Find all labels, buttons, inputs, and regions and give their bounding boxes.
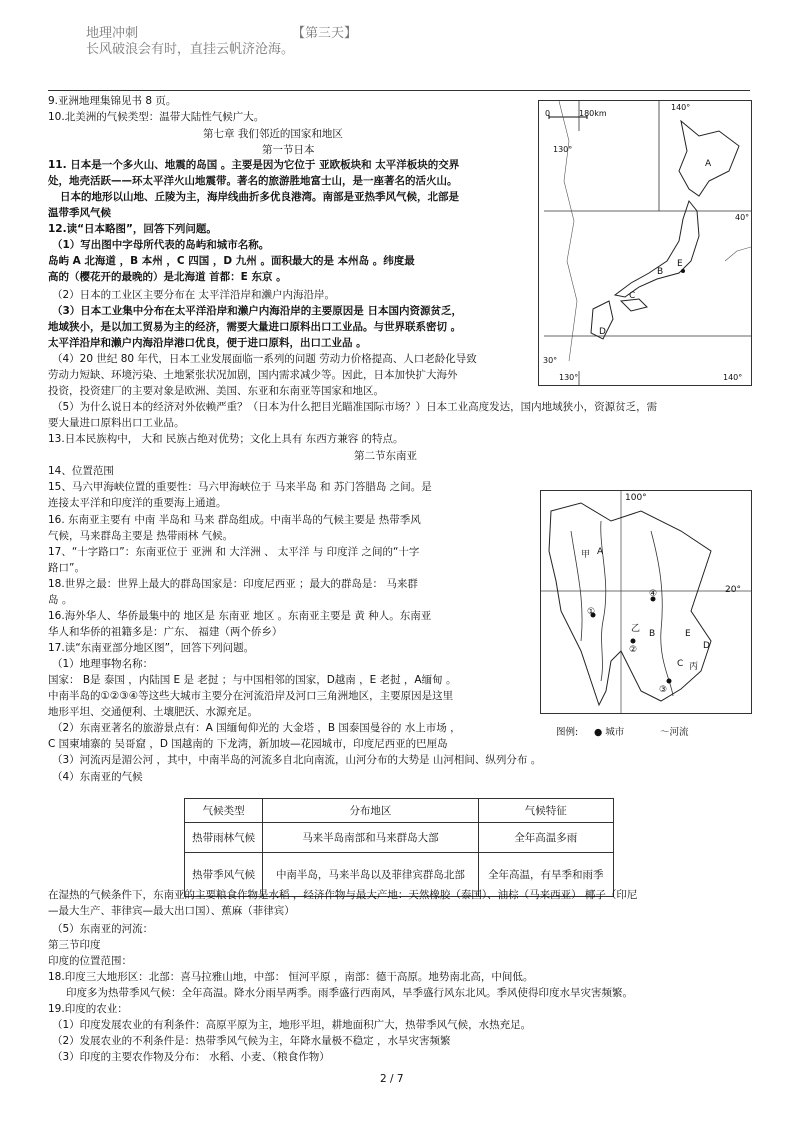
text-line: （4）20 世纪 80 年代，日本工业发展面临一系列的问题 劳动力价格提高、人口老龄化导致 xyxy=(52,353,477,365)
map-letter: 乙 xyxy=(631,624,641,634)
text-line: 在湿热的气候条件下，东南亚的主要粮食作物是水稻 ，经济作物与最大产地：天然橡胶（泰国）、油棕（马来西亚） 椰子（印尼 xyxy=(48,889,638,901)
sea-map-svg xyxy=(541,491,751,713)
map-letter: B xyxy=(649,629,656,639)
text-line: （1）写出图中字母所代表的岛屿和城市名称。 xyxy=(52,239,270,251)
table-header: 气候特征 xyxy=(478,799,613,823)
text-line: （2）日本的工业区主要分布在 太平洋沿岸和濑户内海沿岸。 xyxy=(52,289,336,301)
lon-label: 140° xyxy=(723,373,743,382)
text-line: —最大生产、菲律宾—最大出口国）、蕉麻（菲律宾） xyxy=(48,905,295,917)
map-letter: 丙 xyxy=(689,662,699,672)
chapter-heading: 第七章 我们邻近的国家和地区 xyxy=(203,128,343,140)
map-legend-river: 〜河流 xyxy=(660,727,689,738)
text-line: 13.日本民族构中， 大和 民族占绝对优势；文化上具有 东西方兼容 的特点。 xyxy=(48,433,404,445)
text-line: 10.北美洲的气候类型：温带大陆性气候广大。 xyxy=(48,111,265,123)
text-line: 第三节印度 xyxy=(48,939,101,951)
map-letter: E xyxy=(685,629,691,639)
table-header: 分布地区 xyxy=(263,799,478,823)
city-number: ① xyxy=(587,607,596,617)
text-line: 17、“十字路口”：东南亚位于 亚洲 和 大洋洲 、 太平洋 与 印度洋 之间的“十字 xyxy=(48,546,420,558)
text-line: （3）日本工业集中分布在太平洋沿岸和濑户内海沿岸的主要原因是 日本国内资源贫乏， xyxy=(52,305,462,317)
text-line: 19.印度的农业： xyxy=(48,1003,128,1015)
lon-label: 130° xyxy=(559,373,579,382)
map-letter: A xyxy=(705,159,712,169)
header-subject: 地理冲刺 xyxy=(86,26,139,41)
text-line: （1）印度发展农业的有利条件：高原平原为主，地形平坦，耕地面积广大，热带季风气候，水热充足。 xyxy=(52,1019,532,1031)
header-day: 【第三天】 xyxy=(292,26,358,41)
text-line: （2）东南亚著名的旅游景点有：A 国缅甸仰光的 大金塔 ，B 国泰国曼谷的 水上市场 ， xyxy=(52,722,461,734)
lon-label: 140° xyxy=(671,103,691,112)
text-line: 气候，马来群岛主要是 热带雨林 气候。 xyxy=(48,530,234,542)
text-line: 16.海外华人、华侨最集中的 地区是 东南亚 地区 。东南亚主要是 黄 种人。东南亚 xyxy=(48,610,432,622)
lat-label: 40° xyxy=(735,213,750,222)
lon-label: 130° xyxy=(553,145,573,154)
section-heading: 第二节东南亚 xyxy=(354,450,417,462)
table-cell: 马来半岛南部和马来群岛大部 xyxy=(263,823,478,853)
text-line: 日本的地形以山地、丘陵为主，海岸线曲折多优良港湾。南部是亚热季风气候，北部是 xyxy=(60,191,459,203)
text-line: （3）河流丙是湄公河 ，其中，中南半岛的河流多自北向南流，山河分布的大势是 山河相间、纵列分布 。 xyxy=(52,754,542,766)
text-line: 岛屿 A 北海道 ，B 本州 ，C 四国 ，D 九州 。面积最大的是 本州岛 。纬度最 xyxy=(48,255,415,267)
text-line: 国家： B是 泰国 ，内陆国 E 是 老挝 ；与中国相邻的国家，D越南 ，E 老挝 ，A缅甸 。 xyxy=(48,674,457,686)
city-number: ③ xyxy=(659,685,668,695)
text-line: 18.印度三大地形区：北部：喜马拉雅山地，中部： 恒河平原 ，南部：德干高原。地势南北高，中间低。 xyxy=(48,971,534,983)
text-line: 连接太平洋和印度洋的重要海上通道。 xyxy=(48,497,227,509)
text-line: 地形平坦、交通便利、土壤肥沃、水源充足。 xyxy=(48,706,258,718)
map-letter: B xyxy=(657,267,664,277)
header-rule xyxy=(48,90,750,91)
text-line: 地域狭小，是以加工贸易为主的经济，需要大量进口原料出口工业品。与世界联系密切 。 xyxy=(48,321,462,333)
map-letter: 甲 xyxy=(581,550,591,560)
scale-zero: 0 xyxy=(545,109,551,118)
text-line: （5）东南亚的河流： xyxy=(52,923,154,935)
lat-label: 30° xyxy=(543,356,558,365)
table-cell: 全年高温，有旱季和雨季 xyxy=(478,853,613,897)
text-line: 处，地壳活跃——环太平洋火山地震带。著名的旅游胜地富士山，是一座著名的活火山。 xyxy=(48,175,458,187)
text-line: 14、位置范围 xyxy=(48,465,114,477)
table-header: 气候类型 xyxy=(185,799,263,823)
text-line: 高的（樱花开的最晚的）是北海道 首都：E 东京 。 xyxy=(48,271,287,283)
text-line: 16. 东南亚主要有 中南 半岛和 马来 群岛组成。中南半岛的气候主要是 热带季风 xyxy=(48,514,421,526)
text-line: 要大量进口原料出口工业品。 xyxy=(48,417,185,429)
japan-map-svg xyxy=(539,101,751,385)
header-motto: 长风破浪会有时，直挂云帆济沧海。 xyxy=(86,42,295,57)
scale-label: 180km xyxy=(579,109,607,118)
section-heading: 第一节日本 xyxy=(262,144,315,156)
map-letter: A xyxy=(597,547,604,557)
map-legend-city: ● 城市 xyxy=(594,727,625,738)
map-legend-title: 图例: xyxy=(556,727,579,738)
text-line: 岛 。 xyxy=(48,594,73,606)
text-line: （2）发展农业的不利条件是：热带季风气候为主，年降水量极不稳定 ，水旱灾害频繁 xyxy=(52,1035,451,1047)
map-letter: E xyxy=(677,259,683,269)
text-line: 温带季风气候 xyxy=(48,207,111,219)
text-line: 太平洋沿岸和濑户内海沿岸港口优良，便于进口原料，出口工业品 。 xyxy=(48,337,367,349)
text-line: 印度的位置范围： xyxy=(48,955,132,967)
map-letter: C xyxy=(629,291,636,301)
text-line: 印度多为热带季风气候：全年高温。降水分雨旱两季。雨季盛行西南风，旱季盛行风东北风。季风使得印度水旱灾害频繁。 xyxy=(66,987,633,999)
text-line: 18.世界之最：世界上最大的群岛国家是：印度尼西亚 ；最大的群岛是： 马来群 xyxy=(48,578,418,590)
city-number: ④ xyxy=(649,589,658,599)
table-cell: 热带雨林气候 xyxy=(185,823,263,853)
text-line: 15、马六甲海峡位置的重要性：马六甲海峡位于 马来半岛 和 苏门答腊岛 之间。是 xyxy=(48,481,432,493)
city-number: ② xyxy=(629,645,638,655)
text-line: （5）为什么说日本的经济对外依赖严重？（日本为什么把目光瞄准国际市场？）日本工业高度发达，国内地域狭小，资源贫乏，需 xyxy=(52,401,658,413)
southeast-asia-map xyxy=(540,490,752,714)
table-cell: 热带季风气候 xyxy=(185,853,263,897)
text-line: 路口”。 xyxy=(48,562,85,574)
text-line: 17.读“东南亚部分地区图”，回答下列问题。 xyxy=(48,642,255,654)
text-line: C 国柬埔寨的 吴哥窟 ，D 国越南的 下龙湾，新加坡—花园城市，印度尼西亚的巴厘岛 xyxy=(48,738,448,750)
text-line: （1）地理事物名称： xyxy=(52,658,154,670)
text-line: 11. 日本是一个多火山、地震的岛国 。主要是因为它位于 亚欧板块和 太平洋板块的交界 xyxy=(48,159,460,171)
text-line: 劳动力短缺、环境污染、土地紧张状况加剧，国内需求减少等。因此，日本加快扩大海外 xyxy=(48,369,458,381)
text-line: 中南半岛的①②③④等这些大城市主要分在河流沿岸及河口三角洲地区，主要原因是这里 xyxy=(48,690,454,702)
map-letter: D xyxy=(599,327,606,337)
text-line: 9.亚洲地理集锦见书 8 页。 xyxy=(48,95,177,107)
lon-label: 100° xyxy=(625,493,647,503)
climate-table xyxy=(184,798,614,897)
text-line: （3）印度的主要农作物及分布： 水稻、小麦、（粮食作物） xyxy=(52,1051,330,1063)
text-line: （4）东南亚的气候 xyxy=(52,771,143,783)
text-line: 投资，投资建厂的主要对象是欧洲、美国、东亚和东南亚等国家和地区。 xyxy=(48,385,384,397)
lat-label: 20° xyxy=(725,585,741,595)
table-cell: 中南半岛，马来半岛以及菲律宾群岛北部 xyxy=(263,853,478,897)
text-line: 12.读“日本略图”，回答下列问题。 xyxy=(48,223,217,235)
table-cell: 全年高温多雨 xyxy=(478,823,613,853)
japan-map xyxy=(538,100,752,386)
map-letter: C xyxy=(677,659,684,669)
text-line: 华人和华侨的祖籍多是：广东、 福建（两个侨乡） xyxy=(48,626,283,638)
page-number: 2 / 7 xyxy=(380,1073,404,1085)
map-letter: D xyxy=(703,641,710,651)
